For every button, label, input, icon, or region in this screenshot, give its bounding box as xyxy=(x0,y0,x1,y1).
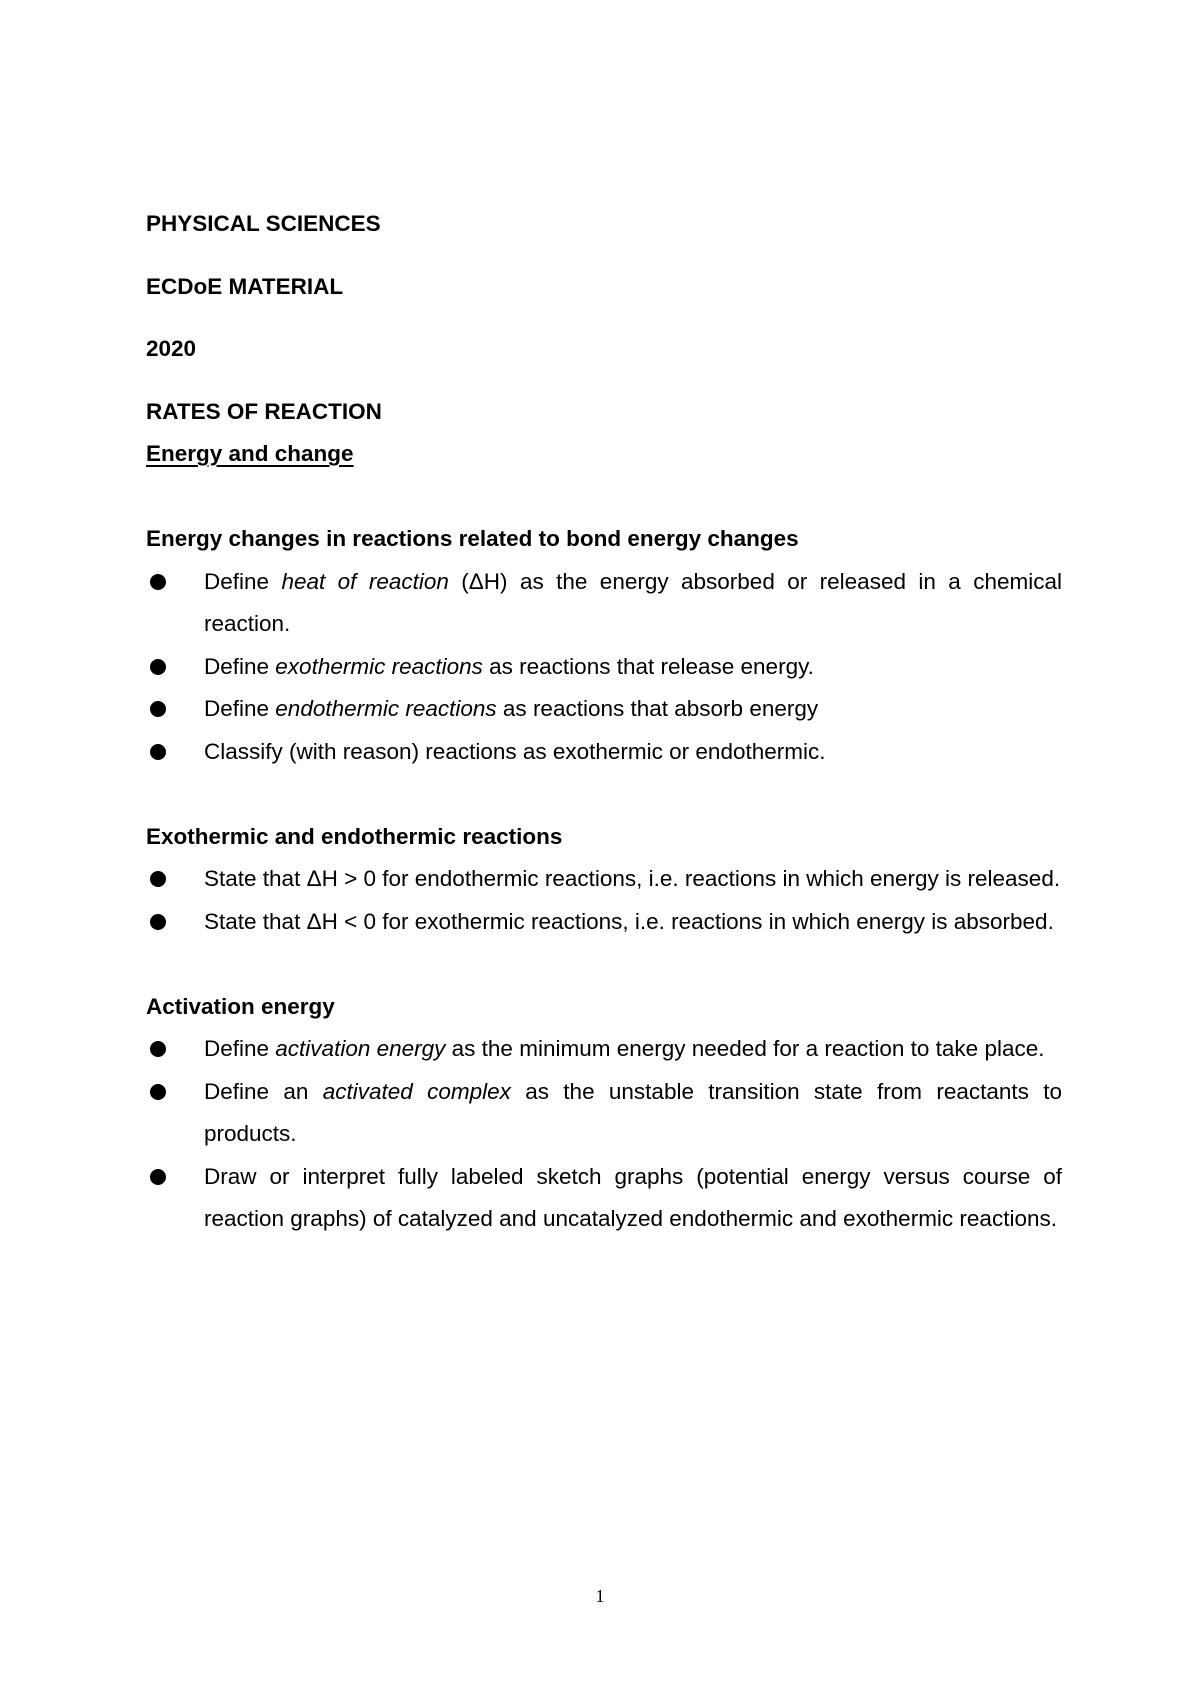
header-topic: RATES OF REACTION xyxy=(146,398,382,424)
list-item: Draw or interpret fully labeled sketch graphs (potential energy versus course of reaction graphs) of catalyzed and uncatalyzed endothermic and exothermic reactions. xyxy=(146,1156,1062,1241)
section-title-activation-energy: Activation energy xyxy=(146,993,335,1019)
bullet-list xyxy=(146,561,1062,774)
bullet-icon xyxy=(150,1084,166,1100)
list-item: Define endothermic reactions as reactions that absorb energy xyxy=(146,688,1062,731)
subtitle: Energy and change xyxy=(146,441,354,466)
list-item: State that ΔH < 0 for exothermic reactions, i.e. reactions in which energy is absorbed. xyxy=(146,901,1062,944)
bullet-icon xyxy=(150,1169,166,1185)
list-item: State that ΔH > 0 for endothermic reactions, i.e. reactions in which energy is released. xyxy=(146,858,1062,901)
bullet-icon xyxy=(150,574,166,590)
list-item: Define an activated complex as the unstable transition state from reactants to products. xyxy=(146,1071,1062,1156)
list-item: Define exothermic reactions as reactions that release energy. xyxy=(146,646,1062,689)
page-number: 1 xyxy=(595,1586,605,1606)
list-item: Classify (with reason) reactions as exothermic or endothermic. xyxy=(146,731,1062,774)
header-subject: PHYSICAL SCIENCES xyxy=(146,211,381,236)
section-title-exo-endo: Exothermic and endothermic reactions xyxy=(146,823,563,849)
bullet-icon xyxy=(150,914,166,930)
list-item: Define activation energy as the minimum energy needed for a reaction to take place. xyxy=(146,1028,1062,1071)
bullet-icon xyxy=(150,871,166,887)
bullet-icon xyxy=(150,701,166,717)
list-item: Define heat of reaction (ΔH) as the energy absorbed or released in a chemical reaction. xyxy=(146,561,1062,646)
header-year: 2020 xyxy=(146,336,197,361)
bullet-icon xyxy=(150,1041,166,1057)
section-title-bond-energy: Energy changes in reactions related to bond energy changes xyxy=(146,526,799,551)
bullet-list xyxy=(146,1028,1062,1241)
bullet-list xyxy=(146,858,1062,943)
bullet-icon xyxy=(150,659,166,675)
bullet-icon xyxy=(150,744,166,760)
page-content xyxy=(146,203,1062,1241)
header-material: ECDoE MATERIAL xyxy=(146,273,344,299)
